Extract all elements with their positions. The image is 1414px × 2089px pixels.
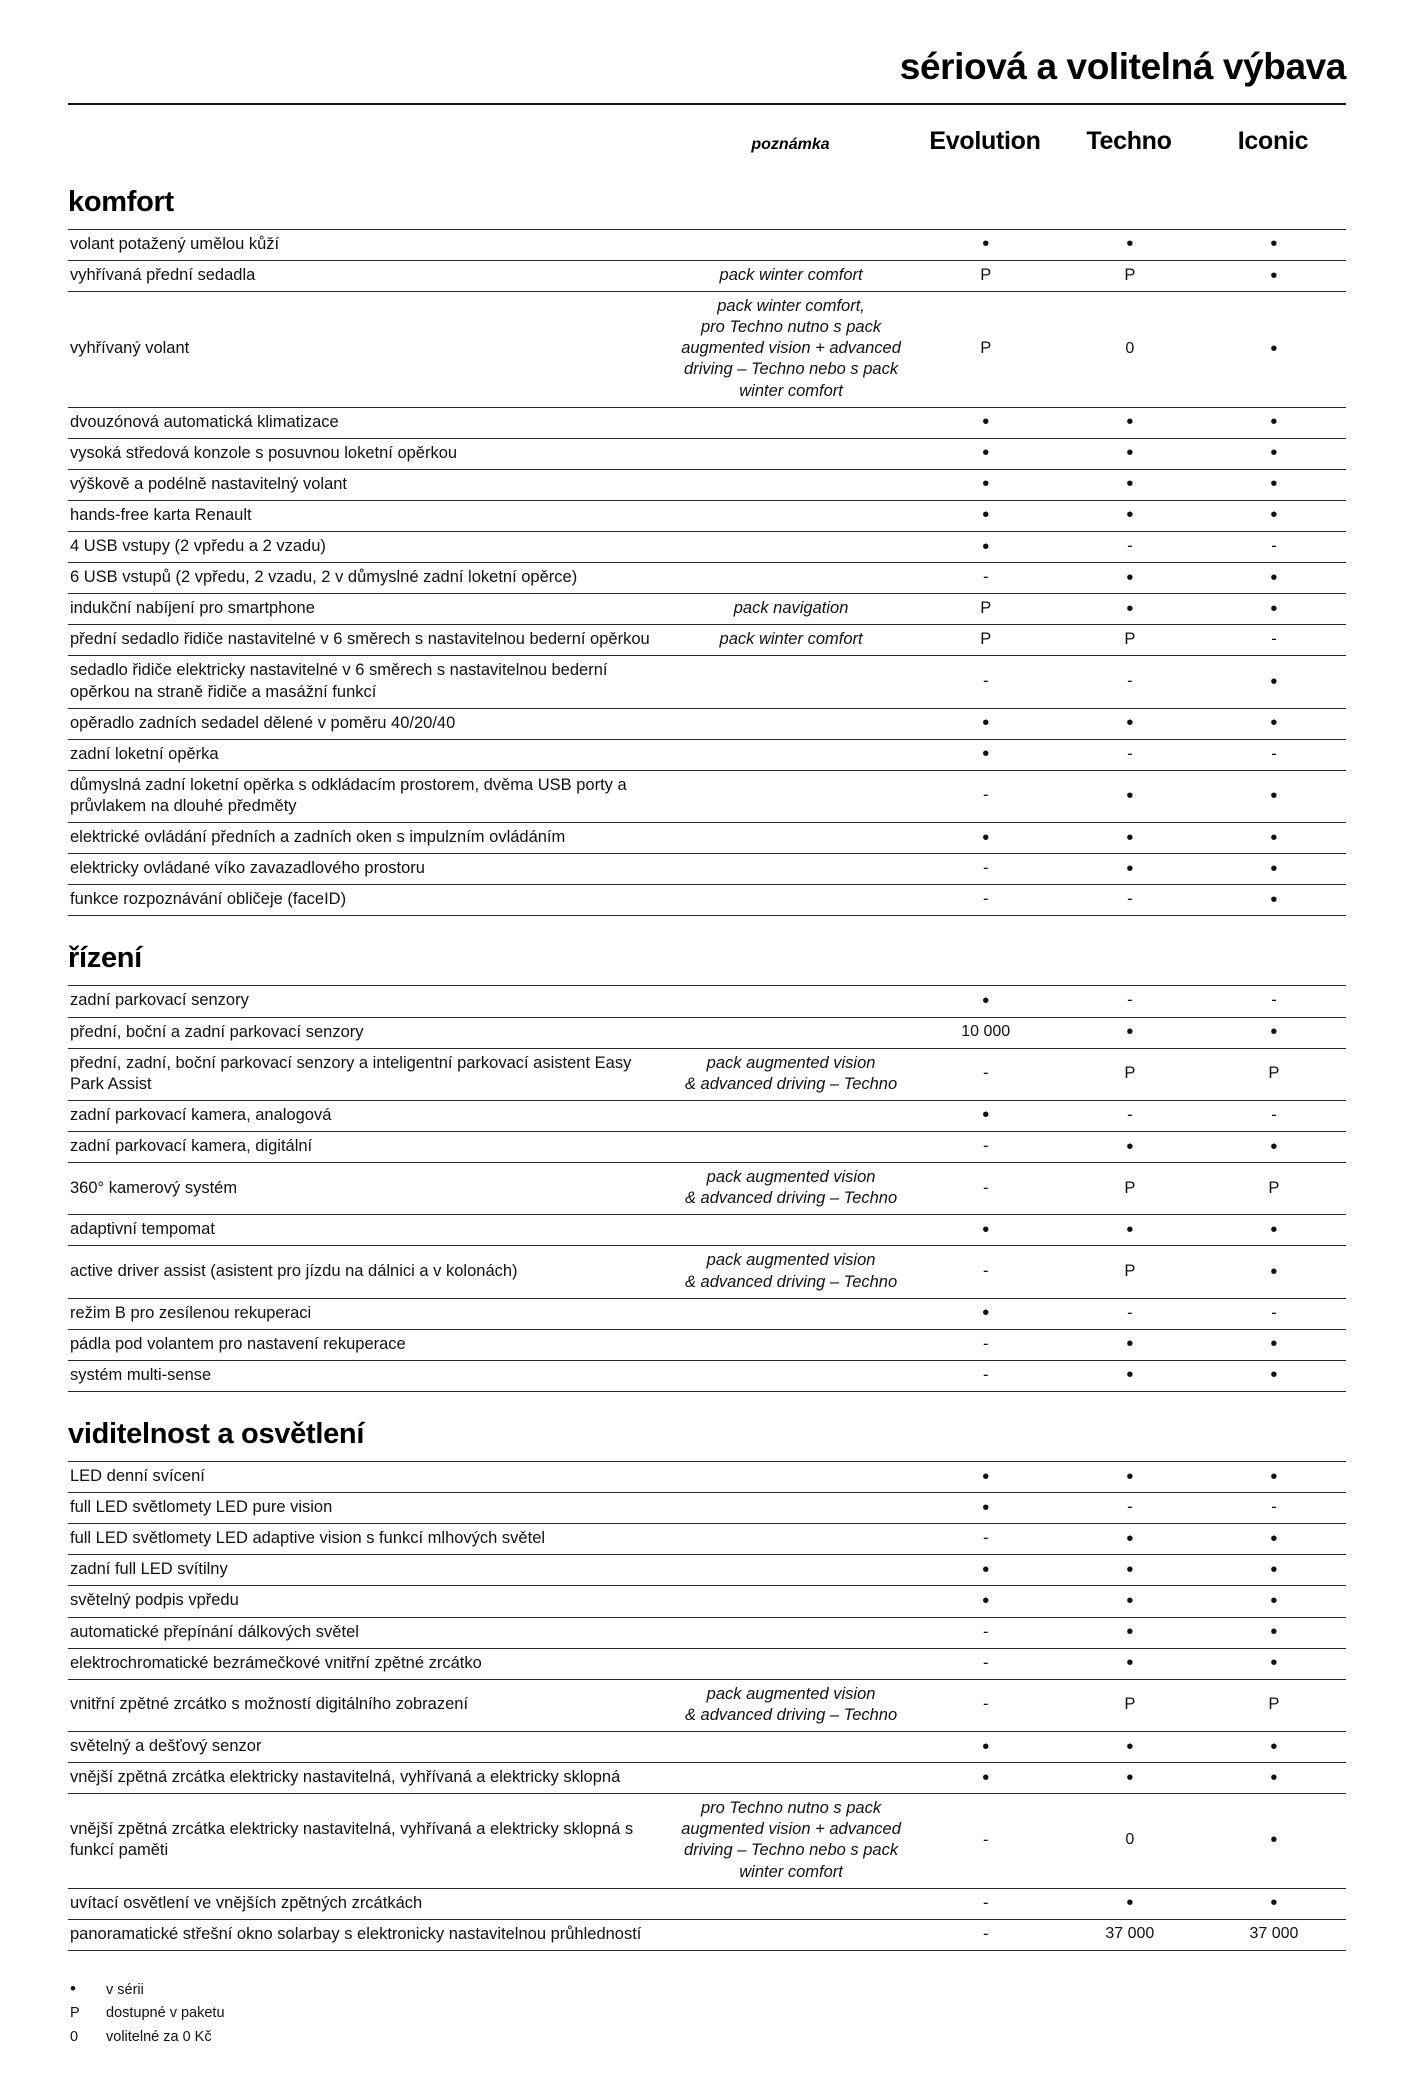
value-evolution: - xyxy=(982,859,989,878)
feature-note xyxy=(668,1731,913,1762)
value-techno: • xyxy=(1126,1621,1134,1644)
value-iconic: • xyxy=(1270,1364,1278,1387)
spec-table xyxy=(68,985,1346,1392)
feature-label: uvítací osvětlení ve vnějších zpětných zrcátkách xyxy=(70,1893,423,1912)
value-iconic: • xyxy=(1270,1735,1278,1758)
value-techno: - xyxy=(1127,1498,1133,1517)
feature-note xyxy=(668,854,913,885)
feature-label: full LED světlomety LED adaptive vision s funkcí mlhových světel xyxy=(70,1529,546,1548)
value-techno: - xyxy=(1127,1303,1133,1322)
value-evolution: - xyxy=(982,1653,989,1672)
value-techno: • xyxy=(1126,1766,1134,1789)
value-iconic: • xyxy=(1270,1135,1278,1158)
table-row xyxy=(68,1586,1346,1617)
table-row xyxy=(68,885,1346,916)
feature-note xyxy=(668,563,913,594)
document-header xyxy=(0,0,1414,105)
table-row xyxy=(68,594,1346,625)
value-evolution: • xyxy=(982,1589,990,1612)
value-techno: • xyxy=(1126,1021,1134,1044)
section-title: řízení xyxy=(68,942,142,975)
value-techno: • xyxy=(1126,1135,1134,1158)
feature-label: zadní full LED svítilny xyxy=(70,1560,228,1579)
value-techno: P xyxy=(1124,265,1136,284)
feature-label: pádla pod volantem pro nastavení rekuperace xyxy=(70,1334,406,1353)
value-iconic: • xyxy=(1270,233,1278,256)
feature-note xyxy=(668,1100,913,1131)
legend-symbol: 0 xyxy=(70,2028,79,2045)
feature-label: 4 USB vstupy (2 vpředu a 2 vzadu) xyxy=(70,537,326,556)
value-iconic: • xyxy=(1270,473,1278,496)
value-techno: 37 000 xyxy=(1105,1925,1155,1943)
feature-label: zadní parkovací kamera, digitální xyxy=(70,1137,313,1156)
value-techno: - xyxy=(1127,890,1133,909)
value-iconic: - xyxy=(1271,991,1277,1010)
feature-label: zadní parkovací kamera, analogová xyxy=(70,1105,332,1124)
table-row xyxy=(68,500,1346,531)
feature-note xyxy=(668,1586,913,1617)
feature-note xyxy=(668,823,913,854)
feature-label: 6 USB vstupů (2 vpředu, 2 vzadu, 2 v důmyslné zadní loketní opěrce) xyxy=(70,568,578,587)
table-row xyxy=(68,292,1346,408)
table-row xyxy=(68,1794,1346,1888)
feature-label: zadní parkovací senzory xyxy=(70,991,249,1010)
value-iconic: • xyxy=(1270,826,1278,849)
feature-label: adaptivní tempomat xyxy=(70,1220,215,1239)
value-techno: - xyxy=(1127,672,1133,691)
feature-label: volant potažený umělou kůží xyxy=(70,234,280,253)
value-iconic: • xyxy=(1270,1621,1278,1644)
feature-note: pack augmented vision & advanced driving – Techno xyxy=(684,1168,898,1208)
value-techno: • xyxy=(1126,566,1134,589)
value-iconic: - xyxy=(1271,1498,1277,1517)
value-evolution: - xyxy=(982,1924,989,1943)
spec-table xyxy=(68,229,1346,917)
value-evolution: • xyxy=(982,504,990,527)
feature-label: vnější zpětná zrcátka elektricky nastavitelná, vyhřívaná a elektricky sklopná xyxy=(70,1768,621,1787)
feature-note xyxy=(668,1524,913,1555)
legend-item xyxy=(68,2026,1346,2049)
value-iconic: P xyxy=(1268,1064,1280,1083)
value-techno: • xyxy=(1126,1892,1134,1915)
value-evolution: - xyxy=(982,1695,989,1714)
table-row xyxy=(68,438,1346,469)
feature-note xyxy=(668,770,913,822)
table-row xyxy=(68,532,1346,563)
feature-label: opěradlo zadních sedadel dělené v poměru 40/20/40 xyxy=(70,713,456,732)
value-techno: • xyxy=(1126,1218,1134,1241)
value-techno: P xyxy=(1124,1695,1136,1714)
feature-label: vysoká středová konzole s posuvnou loketní opěrkou xyxy=(70,443,458,462)
value-techno: • xyxy=(1126,1527,1134,1550)
value-evolution: - xyxy=(982,1064,989,1083)
table-row xyxy=(68,1132,1346,1163)
sections-container xyxy=(0,186,1414,1951)
value-iconic: • xyxy=(1270,1892,1278,1915)
value-iconic: 37 000 xyxy=(1249,1925,1299,1943)
value-evolution: • xyxy=(982,411,990,434)
feature-note xyxy=(668,1215,913,1246)
feature-label: přední, boční a zadní parkovací senzory xyxy=(70,1022,364,1041)
value-techno: P xyxy=(1124,1178,1136,1197)
table-row xyxy=(68,1462,1346,1493)
table-row xyxy=(68,1493,1346,1524)
value-evolution: - xyxy=(982,1830,989,1849)
feature-label: vyhřívaný volant xyxy=(70,339,190,358)
value-techno: • xyxy=(1126,597,1134,620)
value-iconic: - xyxy=(1271,1105,1277,1124)
table-row xyxy=(68,1731,1346,1762)
value-techno: - xyxy=(1127,1105,1133,1124)
table-row xyxy=(68,1360,1346,1391)
value-evolution: - xyxy=(982,1137,989,1156)
feature-note: pack winter comfort xyxy=(719,265,863,284)
table-row xyxy=(68,1763,1346,1794)
value-iconic: P xyxy=(1268,1695,1280,1714)
table-row xyxy=(68,1215,1346,1246)
feature-label: panoramatické střešní okno solarbay s elektronicky nastavitelnou průhledností xyxy=(70,1924,642,1943)
value-evolution: • xyxy=(982,473,990,496)
value-iconic: • xyxy=(1270,1558,1278,1581)
value-techno: - xyxy=(1127,744,1133,763)
feature-note xyxy=(668,500,913,531)
table-row xyxy=(68,1555,1346,1586)
table-row xyxy=(68,656,1346,708)
table-row xyxy=(68,1017,1346,1048)
feature-label: systém multi-sense xyxy=(70,1365,212,1384)
value-iconic: P xyxy=(1268,1178,1280,1197)
feature-note xyxy=(668,1648,913,1679)
legend-item xyxy=(68,1975,1346,2003)
value-evolution: 10 000 xyxy=(961,1022,1011,1040)
column-header-techno: Techno xyxy=(1086,126,1172,155)
feature-label: důmyslná zadní loketní opěrka s odkládacím prostorem, dvěma USB porty a průvlakem na dlouhé předměty xyxy=(70,775,627,816)
value-iconic: • xyxy=(1270,857,1278,880)
feature-note xyxy=(668,1132,913,1163)
value-iconic: • xyxy=(1270,442,1278,465)
feature-note xyxy=(668,1298,913,1329)
feature-label: hands-free karta Renault xyxy=(70,505,252,524)
section xyxy=(0,942,1414,1392)
value-iconic: • xyxy=(1270,888,1278,911)
feature-note xyxy=(668,986,913,1017)
column-header-evolution: Evolution xyxy=(929,126,1041,155)
value-evolution: - xyxy=(982,568,989,587)
feature-note xyxy=(668,1360,913,1391)
value-iconic: • xyxy=(1270,1021,1278,1044)
table-row xyxy=(68,1679,1346,1731)
feature-note xyxy=(668,1017,913,1048)
feature-note xyxy=(668,532,913,563)
feature-label: dvouzónová automatická klimatizace xyxy=(70,412,339,431)
legend-symbol: • xyxy=(70,1978,76,1998)
table-row xyxy=(68,1298,1346,1329)
spec-table xyxy=(68,1461,1346,1951)
value-evolution: P xyxy=(980,630,992,649)
value-evolution: - xyxy=(982,1365,989,1384)
value-techno: • xyxy=(1126,1652,1134,1675)
feature-label: zadní loketní opěrka xyxy=(70,744,219,763)
value-techno: • xyxy=(1126,504,1134,527)
section-title: komfort xyxy=(68,185,174,218)
table-row xyxy=(68,986,1346,1017)
table-row xyxy=(68,229,1346,260)
table-row xyxy=(68,739,1346,770)
value-evolution: • xyxy=(982,1735,990,1758)
table-row xyxy=(68,1888,1346,1919)
legend-symbol: P xyxy=(70,2005,80,2022)
feature-note xyxy=(668,656,913,708)
table-row xyxy=(68,1163,1346,1215)
value-techno: • xyxy=(1126,411,1134,434)
legend-text: volitelné za 0 Kč xyxy=(106,2028,212,2045)
value-techno: P xyxy=(1124,1064,1136,1083)
feature-note xyxy=(668,1555,913,1586)
column-header-row xyxy=(0,105,1414,160)
value-evolution: • xyxy=(982,990,990,1013)
feature-note xyxy=(668,708,913,739)
value-techno: • xyxy=(1126,1558,1134,1581)
table-row xyxy=(68,708,1346,739)
value-techno: - xyxy=(1127,537,1133,556)
value-techno: • xyxy=(1126,1465,1134,1488)
table-row xyxy=(68,407,1346,438)
legend-text: dostupné v paketu xyxy=(106,2005,225,2022)
value-evolution: • xyxy=(982,826,990,849)
feature-note xyxy=(668,1919,913,1950)
feature-label: světelný podpis vpředu xyxy=(70,1591,239,1610)
value-evolution: • xyxy=(982,743,990,766)
value-iconic: • xyxy=(1270,1766,1278,1789)
value-evolution: • xyxy=(982,1104,990,1127)
value-iconic: - xyxy=(1271,537,1277,556)
feature-note xyxy=(668,1329,913,1360)
feature-note xyxy=(668,1888,913,1919)
page-title: sériová a volitelná výbava xyxy=(899,46,1346,87)
value-evolution: P xyxy=(980,599,992,618)
value-iconic: • xyxy=(1270,785,1278,808)
value-techno: • xyxy=(1126,826,1134,849)
value-evolution: P xyxy=(980,339,992,358)
value-evolution: - xyxy=(982,1893,989,1912)
value-iconic: • xyxy=(1270,1829,1278,1852)
column-header-note: poznámka xyxy=(751,135,830,153)
value-techno: P xyxy=(1124,1262,1136,1280)
legend xyxy=(0,1951,1414,2089)
value-evolution: - xyxy=(982,1262,989,1280)
feature-note: pack augmented vision & advanced driving – Techno xyxy=(684,1053,898,1093)
value-evolution: - xyxy=(982,786,989,805)
feature-note xyxy=(668,1493,913,1524)
feature-note xyxy=(668,229,913,260)
table-row xyxy=(68,260,1346,291)
value-techno: • xyxy=(1126,1364,1134,1387)
value-evolution: • xyxy=(982,442,990,465)
value-evolution: - xyxy=(982,890,989,909)
value-evolution: P xyxy=(980,265,992,284)
table-row xyxy=(68,1329,1346,1360)
value-iconic: • xyxy=(1270,264,1278,287)
value-evolution: • xyxy=(982,535,990,558)
feature-label: výškově a podélně nastavitelný volant xyxy=(70,474,348,493)
value-evolution: • xyxy=(982,1558,990,1581)
feature-label: 360° kamerový systém xyxy=(70,1178,238,1197)
feature-label: přední, zadní, boční parkovací senzory a inteligentní parkovací asistent Easy Park Assist xyxy=(70,1053,632,1093)
value-techno: • xyxy=(1126,712,1134,735)
feature-label: vyhřívaná přední sedadla xyxy=(70,265,256,284)
value-evolution: - xyxy=(982,1334,989,1353)
feature-note: pack augmented vision & advanced driving – Techno xyxy=(684,1251,898,1291)
value-evolution: • xyxy=(982,1496,990,1519)
feature-label: full LED světlomety LED pure vision xyxy=(70,1498,333,1517)
column-header-iconic: Iconic xyxy=(1237,126,1309,155)
feature-note: pro Techno nutno s pack augmented vision + advanced driving – Techno nebo s pack winter comfort xyxy=(681,1799,901,1881)
table-row xyxy=(68,854,1346,885)
feature-label: světelný a dešťový senzor xyxy=(70,1736,262,1755)
value-iconic: • xyxy=(1270,337,1278,360)
value-techno: P xyxy=(1124,630,1136,649)
feature-label: vnější zpětná zrcátka elektricky nastavitelná, vyhřívaná a elektricky sklopná s funkcí paměti xyxy=(70,1820,634,1860)
value-iconic: • xyxy=(1270,1652,1278,1675)
value-evolution: • xyxy=(982,233,990,256)
value-iconic: - xyxy=(1271,744,1277,763)
value-techno: • xyxy=(1126,1735,1134,1758)
table-row xyxy=(68,1617,1346,1648)
table-row xyxy=(68,770,1346,822)
value-evolution: - xyxy=(982,1529,989,1548)
table-row xyxy=(68,469,1346,500)
feature-note xyxy=(668,885,913,916)
value-techno: • xyxy=(1126,857,1134,880)
table-row xyxy=(68,1246,1346,1298)
table-row xyxy=(68,1648,1346,1679)
feature-note: pack augmented vision & advanced driving – Techno xyxy=(684,1684,898,1724)
feature-label: elektrochromatické bezrámečkové vnitřní zpětné zrcátko xyxy=(70,1653,482,1672)
value-iconic: • xyxy=(1270,1465,1278,1488)
value-iconic: - xyxy=(1271,1303,1277,1322)
value-evolution: - xyxy=(982,1178,989,1197)
feature-label: sedadlo řidiče elektricky nastavitelné v 6 směrech s nastavitelnou bederní opěrkou na straně řidiče a masážní funkcí xyxy=(70,661,608,701)
feature-note xyxy=(668,469,913,500)
value-techno: • xyxy=(1126,785,1134,808)
feature-label: LED denní svícení xyxy=(70,1467,205,1485)
feature-note: pack winter comfort xyxy=(719,630,863,649)
feature-label: funkce rozpoznávání obličeje (faceID) xyxy=(70,890,347,909)
value-evolution: • xyxy=(982,1766,990,1789)
value-evolution: - xyxy=(982,672,989,691)
value-iconic: • xyxy=(1270,712,1278,735)
feature-label: automatické přepínání dálkových světel xyxy=(70,1622,359,1641)
value-iconic: • xyxy=(1270,1218,1278,1241)
value-iconic: • xyxy=(1270,1589,1278,1612)
feature-label: přední sedadlo řidiče nastavitelné v 6 směrech s nastavitelnou bederní opěrkou xyxy=(70,630,650,649)
value-iconic: - xyxy=(1271,630,1277,649)
value-techno: • xyxy=(1126,233,1134,256)
value-evolution: • xyxy=(982,712,990,735)
value-iconic: • xyxy=(1270,411,1278,434)
section xyxy=(0,186,1414,917)
value-iconic: • xyxy=(1270,1333,1278,1356)
value-evolution: • xyxy=(982,1465,990,1488)
table-row xyxy=(68,1919,1346,1950)
feature-label: elektrické ovládání předních a zadních oken s impulzním ovládáním xyxy=(70,828,566,847)
value-iconic: • xyxy=(1270,504,1278,527)
value-iconic: • xyxy=(1270,566,1278,589)
feature-note xyxy=(668,1462,913,1493)
feature-label: active driver assist (asistent pro jízdu na dálnici a v kolonách) xyxy=(70,1262,518,1280)
feature-note xyxy=(668,438,913,469)
legend-item xyxy=(68,2002,1346,2025)
table-row xyxy=(68,1100,1346,1131)
table-row xyxy=(68,823,1346,854)
value-iconic: • xyxy=(1270,1527,1278,1550)
value-evolution: • xyxy=(982,1302,990,1325)
value-techno: - xyxy=(1127,991,1133,1010)
value-evolution: - xyxy=(982,1622,989,1641)
value-techno: 0 xyxy=(1125,339,1135,357)
feature-label: indukční nabíjení pro smartphone xyxy=(70,599,315,618)
feature-note xyxy=(668,1617,913,1648)
feature-label: vnitřní zpětné zrcátko s možností digitálního zobrazení xyxy=(70,1695,469,1714)
value-iconic: • xyxy=(1270,1260,1278,1283)
legend-text: v sérii xyxy=(106,1981,144,1998)
feature-note: pack winter comfort, pro Techno nutno s pack augmented vision + advanced driving – Techno nebo s pack winter comfort xyxy=(681,297,901,400)
value-techno: • xyxy=(1126,442,1134,465)
section-title: viditelnost a osvětlení xyxy=(68,1418,365,1450)
feature-label: elektricky ovládané víko zavazadlového prostoru xyxy=(70,859,425,878)
feature-note xyxy=(668,407,913,438)
table-row xyxy=(68,1524,1346,1555)
value-techno: • xyxy=(1126,473,1134,496)
value-iconic: • xyxy=(1270,670,1278,693)
value-techno: 0 xyxy=(1125,1831,1135,1849)
value-iconic: • xyxy=(1270,597,1278,620)
feature-label: režim B pro zesílenou rekuperaci xyxy=(70,1303,312,1322)
section xyxy=(0,1418,1414,1951)
feature-note xyxy=(668,1763,913,1794)
feature-note xyxy=(668,739,913,770)
value-techno: • xyxy=(1126,1589,1134,1612)
value-evolution: • xyxy=(982,1218,990,1241)
value-techno: • xyxy=(1126,1333,1134,1356)
table-row xyxy=(68,563,1346,594)
table-row xyxy=(68,625,1346,656)
feature-note: pack navigation xyxy=(733,599,849,618)
table-row xyxy=(68,1048,1346,1100)
